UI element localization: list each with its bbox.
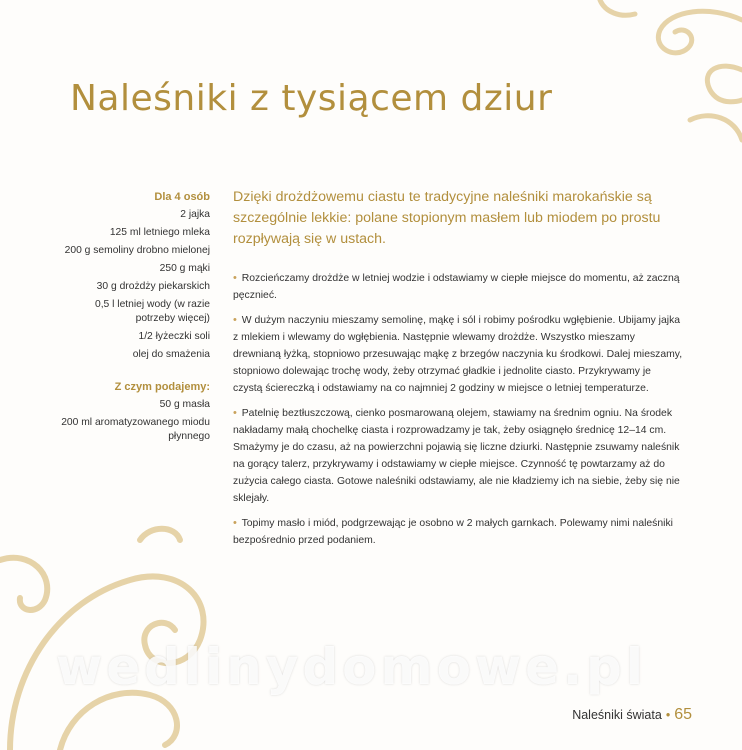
recipe-intro: Dzięki drożdżowemu ciastu te tradycyjne naleśniki marokańskie są szczególnie lekkie: polane stopionym masłem lub miodem po prostu rozpływają się w ustach. [233, 189, 661, 247]
footer-section-title: Naleśniki świata [572, 708, 662, 722]
step-text: Topimy masło i miód, podgrzewając je osobno w 2 małych garnkach. Polewamy nimi naleśniki bezpośrednio przed podaniem. [233, 518, 673, 546]
watermark: wedlinydomowe.pl [56, 638, 647, 696]
bullet-icon: • [233, 407, 237, 419]
step-paragraph [233, 312, 683, 397]
ingredient-item: 200 g semoliny drobno mielonej [64, 245, 210, 256]
ingredient-item: 1/2 łyżeczki soli [138, 331, 210, 342]
serve-heading: Z czym podajemy: [114, 381, 210, 393]
page-footer [572, 706, 692, 724]
bullet-icon: • [233, 272, 237, 284]
bullet-icon: • [233, 314, 237, 326]
ingredient-item: 2 jajka [180, 209, 210, 220]
footer-separator: • [665, 708, 671, 722]
ingredient-item: olej do smażenia [132, 349, 210, 360]
ingredient-item: 30 g drożdży piekarskich [96, 281, 210, 292]
recipe-steps [233, 270, 683, 557]
serve-item: 200 ml aromatyzowanego miodu płynnego [61, 417, 210, 442]
step-text: W dużym naczyniu mieszamy semolinę, mąkę i sól i robimy pośrodku wgłębienie. Ubijamy jajka z mlekiem i wlewamy do wgłębienia. Następnie wlewamy drożdże. Wszystko mieszamy drewnianą łyżką, stopniowo przesuwając mąkę z brzegów naczynia ku środkowi. Dalej mieszamy, stopniowo dolewając trochę wody, żeby otrzymać gładkie i jednolite ciasto. Przykrywamy je czystą ściereczką i odstawiamy na co najmniej 2 godziny w miejsce o letniej temperaturze. [233, 315, 683, 394]
step-text: Rozcieńczamy drożdże w letniej wodzie i odstawiamy w ciepłe miejsce do momentu, aż zaczną pęcznieć. [233, 273, 680, 301]
ingredient-item: 250 g mąki [159, 263, 210, 274]
step-paragraph [233, 515, 683, 549]
servings-heading: Dla 4 osób [154, 191, 210, 203]
bullet-icon: • [233, 517, 237, 529]
step-paragraph [233, 405, 683, 507]
step-text: Patelnię beztłuszczową, cienko posmarowaną olejem, stawiamy na średnim ogniu. Na środek nakładamy małą chochelkę ciasta i rozprowadzamy je tak, żeby osiągnęło średnicę 12–14 cm. Smażymy je do czasu, aż na powierzchni pojawią się liczne dziurki. Następnie zsuwamy naleśnik na gorący talerz, przykrywamy i odstawiamy w ciepłe miejsce. Czynność tę powtarzamy aż do zużycia całego ciasta. Gotowe naleśniki odstawiamy, ale nie kładziemy ich na siebie, żeby się nie sklejały. [233, 408, 680, 504]
page-number: 65 [674, 706, 692, 723]
ingredients-sidebar [60, 190, 210, 444]
recipe-title: Naleśniki z tysiącem dziur [70, 78, 553, 119]
serve-item: 50 g masła [159, 399, 210, 410]
swirl-ornament-bottom-left [0, 520, 230, 750]
ingredient-item: 125 ml letniego mleka [109, 227, 210, 238]
ingredient-item: 0,5 l letniej wody (w razie potrzeby więcej) [94, 299, 210, 324]
swirl-ornament-top-right [560, 0, 742, 150]
step-paragraph [233, 270, 683, 304]
